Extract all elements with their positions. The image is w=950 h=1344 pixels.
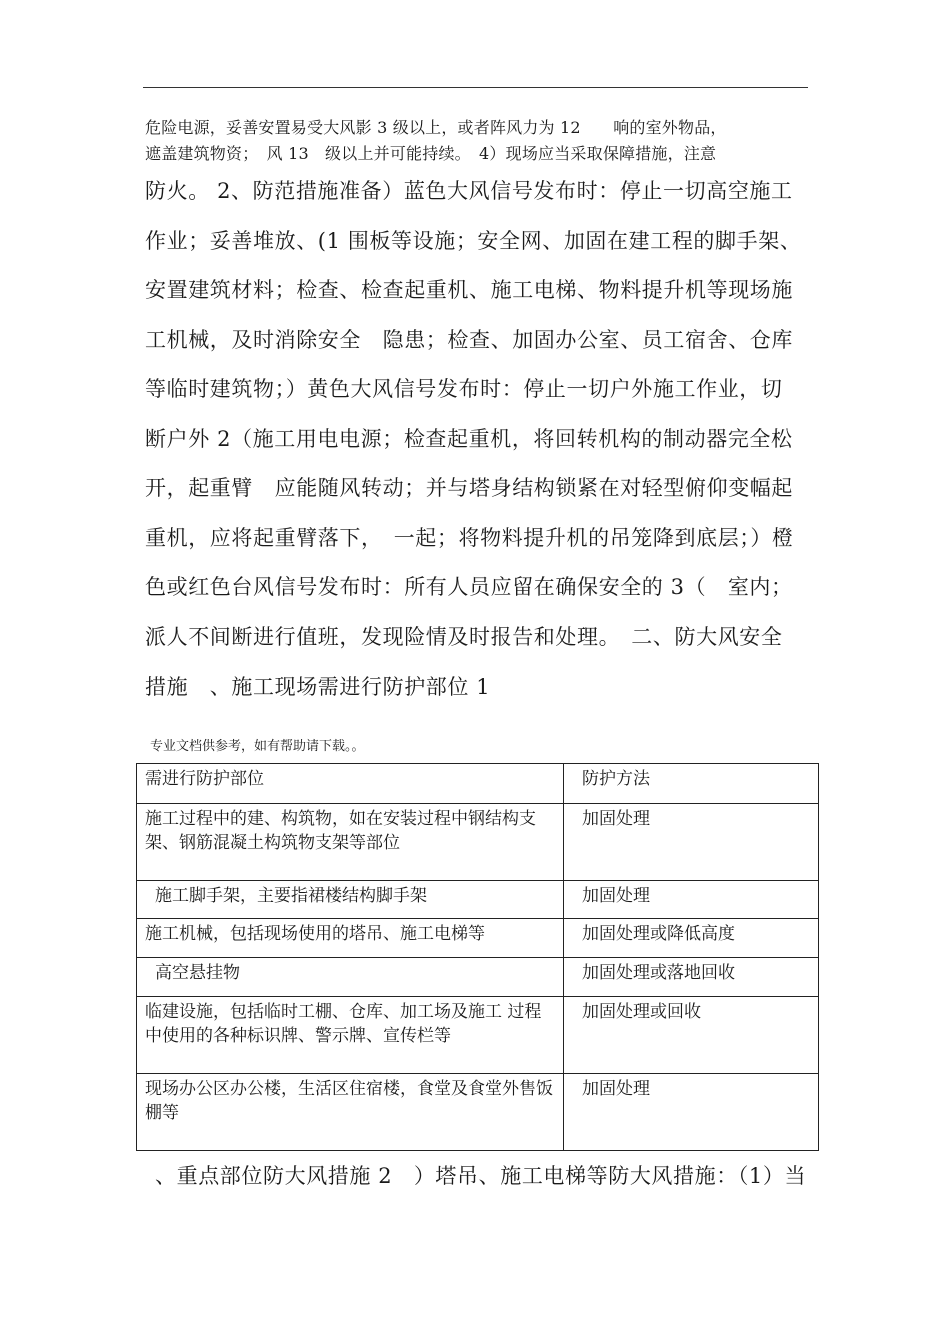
cell-part: 施工过程中的建、构筑物，如在安装过程中钢结构支架、钢筋混凝土构筑物支架等部位: [137, 804, 564, 881]
cell-part: 施工机械，包括现场使用的塔吊、施工电梯等: [137, 919, 564, 958]
table-row: [137, 958, 819, 997]
paragraph-line-5: 安置建筑材料；检查、检查起重机、施工电梯、物料提升机等现场施: [145, 278, 793, 302]
cell-part: [137, 958, 564, 997]
cell-part: [137, 881, 564, 919]
paragraph-line-2: 遮盖建筑物资； 风 13 级以上并可能持续。 4）现场应当采取保障措施，注意: [145, 144, 717, 163]
cell-part: 现场办公区办公楼，生活区住宿楼，食堂及食堂外售饭棚等: [137, 1074, 564, 1151]
cell-method: 加固处理: [564, 881, 819, 919]
paragraph-line-3: 防火。 2、防范措施准备）蓝色大风信号发布时：停止一切高空施工: [145, 179, 793, 203]
cell-method: 加固处理或回收: [564, 997, 819, 1074]
cell-method: 加固处理: [564, 804, 819, 881]
header-part: 需进行防护部位: [137, 764, 564, 804]
cell-method: 加固处理: [564, 1074, 819, 1151]
protection-table: [136, 763, 819, 1151]
paragraph-line-10: 重机，应将起重臂落下， 一起；将物料提升机的吊笼降到底层；）橙: [145, 526, 794, 550]
cell-method: 加固处理或降低高度: [564, 919, 819, 958]
paragraph-line-1: 危险电源，妥善安置易受大风影 3 级以上，或者阵风力为 12 响的室外物品，: [145, 118, 727, 137]
table-row: [137, 881, 819, 919]
cell-method: 加固处理或落地回收: [564, 958, 819, 997]
closing-line: 、重点部位防大风措施 2 ）塔吊、施工电梯等防大风措施：（1）当: [155, 1164, 807, 1188]
table-row: [137, 1074, 819, 1151]
cell-part-text: 施工脚手架，主要指裙楼结构脚手架: [155, 886, 427, 906]
paragraph-line-6: 工机械，及时消除安全 隐患；检查、加固办公室、员工宿舍、仓库: [145, 328, 793, 352]
paragraph-line-13: 措施 、施工现场需进行防护部位 1: [145, 675, 491, 699]
table-row: [137, 919, 819, 958]
paragraph-line-9: 开，起重臂 应能随风转动；并与塔身结构锁紧在对轻型俯仰变幅起: [145, 476, 793, 500]
table-header-row: [137, 764, 819, 804]
download-note: 专业文档供参考，如有帮助请下载。。: [150, 739, 365, 754]
paragraph-line-11: 色或红色台风信号发布时：所有人员应留在确保安全的 3（ 室内；: [145, 575, 793, 599]
header-method: 防护方法: [564, 764, 819, 804]
cell-part-text: 高空悬挂物: [155, 963, 240, 983]
paragraph-line-8: 断户外 2（施工用电电源；检查起重机，将回转机构的制动器完全松: [145, 427, 793, 451]
paragraph-line-7: 等临时建筑物；）黄色大风信号发布时：停止一切户外施工作业，切: [145, 377, 783, 401]
cell-part: 临建设施，包括临时工棚、仓库、加工场及施工 过程中使用的各种标识牌、警示牌、宣传栏等: [137, 997, 564, 1074]
paragraph-line-12: 派人不间断进行值班，发现险情及时报告和处理。 二、防大风安全: [145, 625, 783, 649]
table-row: [137, 997, 819, 1074]
header-rule: [143, 87, 808, 88]
table-row: [137, 804, 819, 881]
paragraph-line-4: 作业；妥善堆放、(1 围板等设施；安全网、加固在建工程的脚手架、: [145, 229, 802, 253]
